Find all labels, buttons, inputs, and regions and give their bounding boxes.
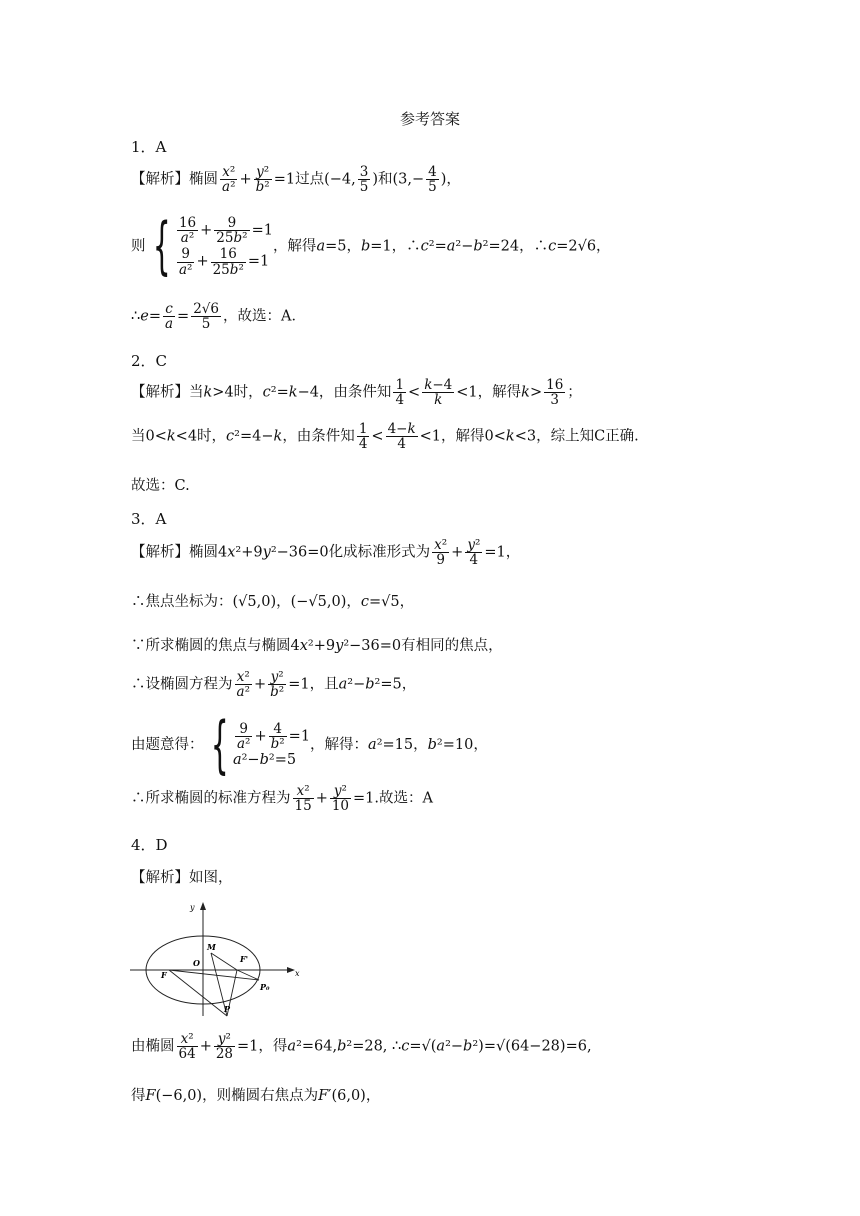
q3-line1: 【解析】椭圆4x²+9y²−36=0化成标准形式为 $\frac{\text{x²}}{9}$ + $\frac{\text{y²}}{4}$ =1， <box>131 537 521 569</box>
q3-line5: 由题意得： { $\frac{9}{\text{a²}}$ + $\frac{4}{\text{b²}}$ =1 a²−b²=5 ，解得：a²=15，b²=10， <box>131 708 488 781</box>
segment-fp <box>169 970 227 1016</box>
q3-line4: ∴设椭圆方程为 $\frac{\text{x²}}{\text{a²}}$ + $\frac{\text{y²}}{\text{b²}}$ =1，且a²−b²=5， <box>131 669 417 701</box>
q1-line2: 则 { $\frac{16}{\text{a²}}$ + $\frac{9}{\text{25b²}}$ =1 $\frac{9}{\text{a²}}$ + $\frac{16}{\text{25b²}}$ =1 ，解得a=5，b=1，∴c²=a²−b²=24，∴c=2√6， <box>131 209 611 283</box>
q2-line2: 当0<k<4时，c²=4−k，由条件知 $\frac{1}{4}$ < $\frac{4-k}{4}$ <1，解得0<k<3，综上知C正确. <box>131 421 639 453</box>
label-y: y <box>190 903 195 912</box>
y-axis-arrow <box>200 902 206 910</box>
q3-answer: 3．A <box>131 510 167 528</box>
q4-line2: 由椭圆 $\frac{\text{x²}}{64}$ + $\frac{\text{y²}}{28}$ =1，得a²=64,b²=28, ∴c=√(a²−b²)=√(64−28)=6, <box>131 1031 592 1063</box>
label-p: P <box>224 1004 231 1014</box>
q1-line3: ∴e= $\frac{c}{a}$ = $\frac{2√6}{5}$ ，故选：A． <box>131 301 306 333</box>
q4-line3: 得F(−6,0)，则椭圆右焦点为F′(6,0)， <box>131 1088 381 1104</box>
q2-line1: 【解析】当k>4时，c²=k−4，由条件知 $\frac{1}{4}$ < $\frac{k-4}{k}$ <1，解得k> $\frac{16}{3}$ ； <box>131 377 582 409</box>
label-m: M <box>207 942 216 952</box>
q1-line1: 【解析】椭圆 $\frac{\text{x²}}{\text{a²}}$ + $\frac{\text{y²}}{\text{b²}}$ =1过点(−4, $\frac{3}{5}$ )和(3,− $\frac{4}{5}$ )， <box>131 164 461 196</box>
q1-answer: 1．A <box>131 138 167 156</box>
q4-answer: 4．D <box>131 836 168 854</box>
q3-line3: ∵所求椭圆的焦点与椭圆4x²+9y²−36=0有相同的焦点， <box>131 638 503 654</box>
label-p0: P₀ <box>260 982 270 992</box>
q4-line1: 【解析】如图， <box>131 870 233 886</box>
label-f-prime: F' <box>240 954 249 964</box>
q3-line6: ∴所求椭圆的标准方程为 $\frac{\text{x²}}{15}$ + $\frac{\text{y²}}{10}$ =1.故选：A <box>131 783 433 815</box>
label-x: x <box>295 969 300 978</box>
x-axis-arrow <box>287 967 295 973</box>
q3-line2: ∴焦点坐标为：(√5,0)，(−√5,0)，c=√5， <box>131 594 415 610</box>
q2-answer: 2．C <box>131 352 168 370</box>
label-f: F <box>161 970 167 980</box>
segment-fp0 <box>169 970 259 980</box>
label-o: O <box>193 958 200 968</box>
ellipse-figure <box>125 898 305 1020</box>
q2-line3: 故选：C. <box>131 478 190 494</box>
page-title: 参考答案 <box>399 110 460 128</box>
